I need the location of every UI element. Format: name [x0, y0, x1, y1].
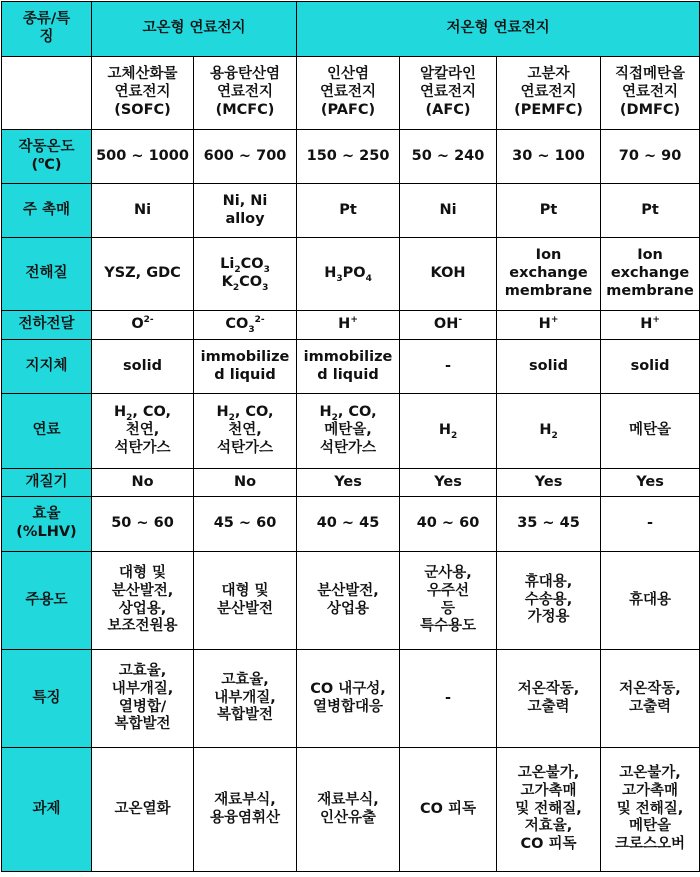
features-value: [297, 650, 400, 748]
usage-line: 상업용,: [118, 600, 167, 617]
usage-value: [601, 552, 700, 650]
issues-value: [601, 748, 700, 872]
issues-line: 고가촉매: [622, 782, 679, 799]
ion-symbol: CO: [225, 316, 249, 333]
cell-type-line: 고체산화물: [107, 66, 178, 83]
fuel-line: 메탄올,: [324, 422, 372, 439]
formula-part: H: [324, 265, 337, 282]
electrolyte-value: KOH: [400, 238, 497, 311]
usage-line: 휴대용: [629, 591, 672, 608]
issues-line: 및 전해질,: [616, 800, 684, 817]
low-temp-group-header: 저온형 연료전지: [297, 2, 700, 57]
corner-header: [2, 2, 92, 57]
formula-subscript: 3: [263, 265, 270, 276]
features-value: [194, 650, 297, 748]
formula-subscript: 2: [331, 413, 338, 424]
cell-type-line: 연료전지: [520, 84, 577, 101]
ion-subscript: 3: [248, 325, 255, 336]
efficiency-label-line: (%LHV): [16, 524, 77, 540]
usage-row: [2, 552, 700, 650]
catalyst-value: [497, 184, 601, 238]
efficiency-value: 45 ~ 60: [194, 497, 297, 552]
cell-type-line: (SOFC): [114, 101, 171, 118]
features-value: [601, 650, 700, 748]
usage-value: [194, 552, 297, 650]
formula-part: , CO,: [234, 404, 274, 421]
usage-line: 군사용,: [424, 565, 472, 582]
electrolyte-line: membrane: [504, 282, 593, 299]
formula-subscript: 4: [365, 274, 372, 285]
electrolyte-value: [194, 238, 297, 311]
catalyst-label: 주 촉매: [2, 184, 92, 238]
issues-line: 저효율,: [524, 818, 573, 835]
features-line: -: [445, 689, 452, 706]
issues-line: CO 피독: [420, 800, 477, 817]
features-value: [92, 650, 194, 748]
usage-line: 수송용,: [524, 591, 573, 608]
cell-type-pafc: [297, 57, 400, 130]
cell-type-row: [2, 57, 700, 130]
cell-type-line: (DMFC): [619, 101, 681, 118]
temp-value: 30 ~ 100: [497, 130, 601, 184]
fuel-line: [93, 404, 192, 422]
fuel-value: [297, 394, 400, 469]
fuel-value: [400, 394, 497, 469]
group-header-row: [2, 2, 700, 57]
support-line: immobilize: [303, 348, 393, 365]
issues-value: [400, 748, 497, 872]
catalyst-line: Ni: [439, 201, 457, 218]
reformer-row: [2, 469, 700, 497]
charge-row: [2, 311, 700, 340]
cell-type-line: 연료전지: [622, 84, 679, 101]
cell-type-line: 연료전지: [420, 84, 477, 101]
support-line: solid: [123, 357, 162, 374]
issues-line: 재료부식,: [317, 791, 379, 808]
features-line: 복합발전: [216, 707, 274, 724]
usage-line: 보조전원용: [107, 618, 178, 635]
reformer-value: Yes: [297, 469, 400, 497]
fuel-cell-comparison-table: [1, 1, 700, 872]
usage-line: 분산발전,: [317, 582, 379, 599]
issues-line: CO 피독: [520, 836, 577, 853]
charge-value: [297, 311, 400, 340]
temp-label: [2, 130, 92, 184]
electrolyte-line: exchange: [610, 265, 690, 282]
degree-mark: o: [38, 155, 45, 166]
temp-unit-close: C): [44, 156, 62, 173]
cell-type-line: 고분자: [527, 66, 570, 83]
formula-part: CO: [240, 256, 264, 273]
features-value: [400, 650, 497, 748]
support-line: solid: [630, 357, 670, 374]
features-label: 특징: [2, 650, 92, 748]
issues-line: 재료부식,: [214, 791, 276, 808]
formula-subscript: 2: [551, 431, 558, 442]
formula-part: , CO,: [337, 404, 377, 421]
issues-line: 크로스오버: [615, 836, 686, 853]
charge-value: [497, 311, 601, 340]
cell-type-line: 연료전지: [114, 84, 171, 101]
efficiency-label-line: 효율: [32, 506, 61, 523]
issues-value: [92, 748, 194, 872]
features-line: 고출력: [527, 698, 570, 715]
features-line: 내부개질,: [214, 689, 276, 706]
fuel-line: [195, 404, 295, 422]
support-row: [2, 340, 700, 394]
support-value: [297, 340, 400, 394]
support-value: [194, 340, 297, 394]
features-line: 고출력: [629, 698, 672, 715]
issues-value: [497, 748, 601, 872]
fuel-value: [194, 394, 297, 469]
features-line: 저온작동,: [517, 680, 580, 697]
formula-part: H: [216, 404, 229, 421]
support-value: [497, 340, 601, 394]
usage-line: 등: [441, 600, 456, 617]
electrolyte-line: Ion: [637, 247, 663, 264]
charge-value: [92, 311, 194, 340]
cell-type-sofc: [92, 57, 194, 130]
usage-line: 휴대용,: [524, 573, 573, 590]
cell-type-line: (PAFC): [320, 101, 376, 118]
efficiency-label: [2, 497, 92, 552]
fuel-row: [2, 394, 700, 469]
usage-line: 특수용도: [420, 618, 477, 635]
formula-part: CO: [239, 274, 263, 290]
catalyst-value: [92, 184, 194, 238]
issues-line: 및 전해질,: [515, 800, 582, 817]
usage-value: [400, 552, 497, 650]
support-value: [400, 340, 497, 394]
issues-line: 고온불가,: [619, 765, 681, 782]
efficiency-value: -: [601, 497, 700, 552]
temp-label-unit: [3, 157, 90, 175]
features-value: [497, 650, 601, 748]
electrolyte-value: YSZ, GDC: [92, 238, 194, 311]
ion-symbol: OH: [433, 316, 459, 333]
formula-subscript: 3: [262, 282, 269, 293]
issues-value: [194, 748, 297, 872]
electrolyte-line: exchange: [509, 265, 588, 282]
electrolyte-line: membrane: [606, 282, 694, 299]
efficiency-value: 35 ~ 45: [497, 497, 601, 552]
usage-line: 가정용: [527, 609, 570, 626]
electrolyte-value: [497, 238, 601, 311]
issues-line: 고가촉매: [520, 782, 577, 799]
reformer-value: Yes: [601, 469, 700, 497]
cell-type-mcfc: [194, 57, 297, 130]
temp-unit-open: (: [31, 156, 39, 173]
ion-charge: 2-: [143, 315, 154, 326]
fuel-line: 천연,: [125, 422, 160, 439]
corner-header-line: 종류/특: [22, 11, 71, 28]
cell-type-line: 연료전지: [320, 84, 377, 101]
high-temp-group-header: 고온형 연료전지: [92, 2, 297, 57]
catalyst-line: alloy: [225, 210, 265, 227]
issues-line: 용융염휘산: [209, 809, 281, 826]
ion-charge: -: [458, 315, 463, 326]
reformer-value: No: [194, 469, 297, 497]
formula-subscript: 2: [228, 413, 235, 424]
formula-subscript: 2: [450, 431, 458, 442]
reformer-label: 개질기: [2, 469, 92, 497]
features-line: 열병합대응: [312, 698, 384, 715]
support-value: [601, 340, 700, 394]
cell-type-line: (PEMFC): [514, 101, 583, 118]
usage-line: 우주선: [427, 582, 470, 599]
catalyst-value: [400, 184, 497, 238]
catalyst-value: [297, 184, 400, 238]
fuel-value: [497, 394, 601, 469]
formula-subscript: 2: [126, 413, 133, 424]
usage-value: [497, 552, 601, 650]
corner-header-line: 징: [39, 29, 54, 45]
ion-symbol: H: [338, 316, 351, 333]
fuel-value: [92, 394, 194, 469]
support-label: 지지체: [2, 340, 92, 394]
formula-part: Li: [220, 256, 235, 273]
reformer-value: No: [92, 469, 194, 497]
reformer-value: Yes: [400, 469, 497, 497]
efficiency-value: 50 ~ 60: [92, 497, 194, 552]
catalyst-line: Pt: [539, 201, 558, 218]
support-line: d liquid: [317, 366, 379, 383]
empty-corner-cell: [2, 57, 92, 130]
formula-part: H: [539, 422, 552, 439]
features-line: 고효율,: [118, 663, 167, 680]
catalyst-row: [2, 184, 700, 238]
formula-line: [195, 256, 295, 274]
cell-type-line: (MCFC): [215, 101, 275, 118]
features-row: [2, 650, 700, 748]
features-line: 복합발전: [114, 716, 171, 733]
temp-label-line: 작동온도: [18, 138, 75, 155]
formula-line: [195, 274, 295, 292]
formula-part: K: [221, 274, 233, 290]
electrolyte-label: 전해질: [2, 238, 92, 311]
ion-symbol: H: [640, 316, 653, 333]
support-line: -: [445, 357, 452, 374]
catalyst-line: Pt: [339, 201, 357, 218]
cell-type-line: 알칼라인: [420, 66, 477, 83]
formula-subscript: 2: [232, 282, 240, 293]
temp-value: 600 ~ 700: [194, 130, 297, 184]
usage-value: [297, 552, 400, 650]
temp-row: [2, 130, 700, 184]
usage-line: 대형 및: [118, 565, 167, 582]
issues-value: [297, 748, 400, 872]
usage-line: 분산발전,: [111, 582, 174, 599]
cell-type-line: (AFC): [425, 101, 471, 118]
fuel-label: 연료: [2, 394, 92, 469]
support-line: immobilize: [200, 348, 290, 365]
cell-type-dmfc: [601, 57, 700, 130]
catalyst-value: [601, 184, 700, 238]
ion-charge: +: [652, 315, 660, 326]
usage-line: 상업용: [327, 600, 370, 617]
charge-label: 전하전달: [2, 311, 92, 340]
temp-value: 50 ~ 240: [400, 130, 497, 184]
catalyst-line: Ni: [133, 201, 152, 218]
temp-value: 150 ~ 250: [297, 130, 400, 184]
electrolyte-line: Ion: [535, 247, 562, 264]
features-line: 저온작동,: [619, 680, 681, 697]
cell-type-line: 연료전지: [216, 84, 274, 101]
issues-label: 과제: [2, 748, 92, 872]
fuel-line: [298, 404, 398, 422]
electrolyte-value: [601, 238, 700, 311]
charge-value: [601, 311, 700, 340]
issues-row: [2, 748, 700, 872]
cell-type-line: 직접메탄올: [615, 66, 686, 83]
support-line: solid: [529, 357, 568, 374]
cell-type-afc: [400, 57, 497, 130]
features-line: 열병합/: [118, 698, 167, 715]
cell-type-pemfc: [497, 57, 601, 130]
issues-line: 인산유출: [320, 809, 377, 826]
issues-line: 메탄올: [629, 818, 672, 835]
fuel-line: 석탄가스: [320, 439, 377, 456]
formula-part: H: [438, 422, 451, 439]
usage-line: 분산발전: [216, 600, 274, 617]
support-line: d liquid: [214, 366, 276, 383]
cell-type-line: 용융탄산염: [209, 66, 281, 83]
features-line: 고효율,: [221, 671, 269, 688]
usage-label: 주용도: [2, 552, 92, 650]
temp-value: 70 ~ 90: [601, 130, 700, 184]
electrolyte-row: [2, 238, 700, 311]
efficiency-row: [2, 497, 700, 552]
features-line: 내부개질,: [111, 680, 174, 697]
ion-symbol: O: [131, 316, 144, 333]
cell-type-line: 인산염: [327, 66, 370, 83]
catalyst-value: [194, 184, 297, 238]
ion-symbol: H: [538, 316, 551, 333]
issues-line: 고온불가,: [517, 765, 580, 782]
catalyst-line: Pt: [641, 201, 659, 218]
formula-subscript: 3: [336, 274, 343, 285]
usage-value: [92, 552, 194, 650]
formula-part: , CO,: [132, 404, 172, 421]
ion-charge: +: [550, 315, 559, 326]
charge-value: [194, 311, 297, 340]
catalyst-line: Ni, Ni: [222, 192, 268, 209]
fuel-line: 천연,: [228, 422, 262, 439]
ion-charge: +: [350, 315, 358, 326]
formula-subscript: 2: [234, 265, 241, 276]
fuel-value: 메탄올: [601, 394, 700, 469]
issues-line: 고온열화: [114, 800, 171, 817]
temp-value: 500 ~ 1000: [92, 130, 194, 184]
fuel-line: 석탄가스: [216, 439, 274, 456]
formula-part: H: [113, 404, 127, 421]
efficiency-value: 40 ~ 60: [400, 497, 497, 552]
formula-part: PO: [342, 265, 366, 282]
features-line: CO 내구성,: [310, 680, 386, 697]
charge-value: [400, 311, 497, 340]
ion-charge: 2-: [254, 315, 265, 326]
efficiency-value: 40 ~ 45: [297, 497, 400, 552]
electrolyte-value: [297, 238, 400, 311]
support-value: [92, 340, 194, 394]
reformer-value: Yes: [497, 469, 601, 497]
fuel-line: 석탄가스: [114, 439, 171, 456]
usage-line: 대형 및: [221, 582, 269, 599]
formula-part: H: [319, 404, 332, 421]
